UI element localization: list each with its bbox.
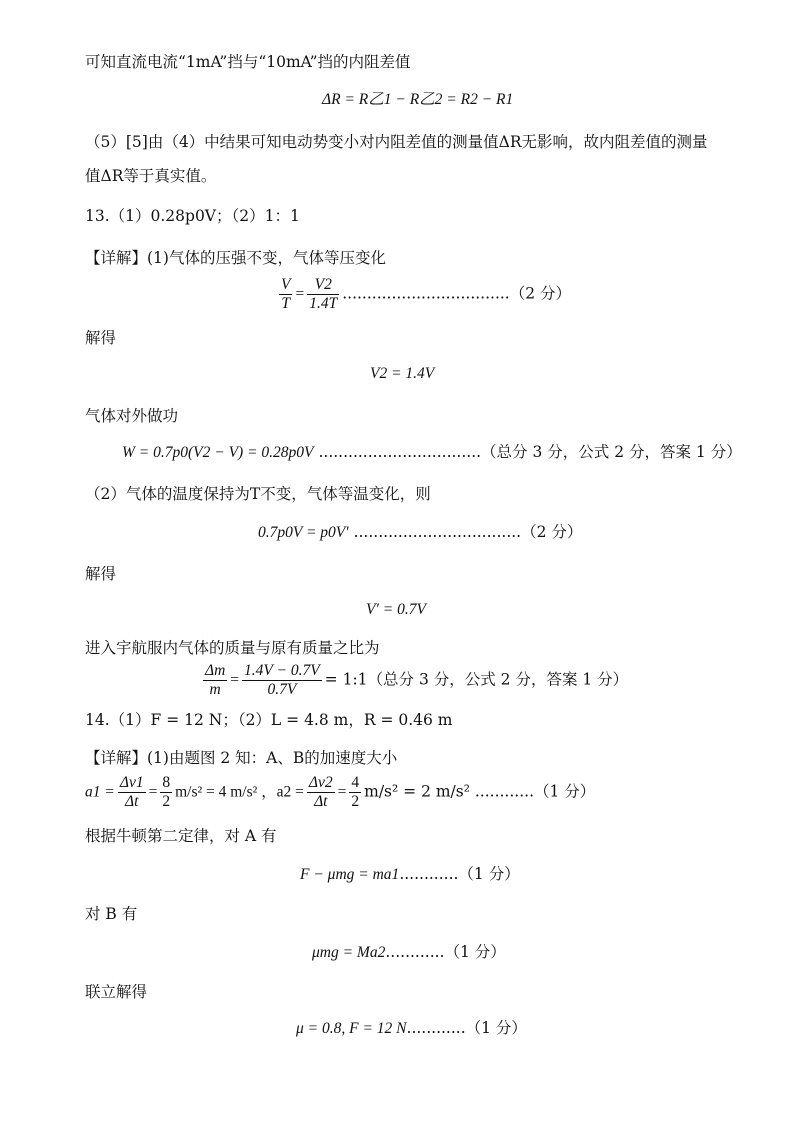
text-line: 根据牛顿第二定律，对 A 有: [85, 827, 277, 845]
fraction: $\frac{\Delta v1}{\Delta t}$: [119, 774, 144, 810]
text-line: 【详解】(1)由题图 2 知：A、B的加速度大小: [85, 749, 398, 767]
text-line: 对 B 有: [85, 905, 138, 923]
answer-line: 13.（1）0.28p0V；（2）1：1: [85, 207, 300, 225]
equation: F − μmg = ma1............（1 分）: [300, 865, 520, 883]
fraction: $\frac{\Delta m}{m}$: [205, 662, 226, 698]
text-line: 气体对外做功: [85, 407, 179, 425]
text-line: （5）[5]由（4）中结果可知电动势变小对内阻差值的测量值ΔR无影响，故内阻差值的测量: [85, 133, 708, 151]
equation: W = 0.7p0(V2 − V) = 0.28p0V .................................（总分 3 分，公式 2 分，答案 1 分）: [122, 443, 742, 461]
fraction: $\frac{V}{T}$: [281, 276, 291, 312]
equation: V2 = 1.4V: [370, 365, 435, 382]
fraction: $\frac{1.4V - 0.7V}{0.7V}$: [244, 662, 320, 698]
equation: V′ = 0.7V: [366, 601, 426, 618]
text-line: （2）气体的温度保持为T不变，气体等温变化，则: [85, 485, 431, 503]
answer-line: 14.（1）F = 12 N；（2）L = 4.8 m，R = 0.46 m: [85, 711, 453, 729]
equation: ΔR = R乙1 − R乙2 = R2 − R1: [322, 91, 514, 108]
fraction: $\frac{8}{2}$: [162, 774, 171, 810]
text-line: 解得: [85, 329, 117, 347]
fraction: $\frac{V2}{1.4T}$: [309, 276, 338, 312]
text-line: 解得: [85, 565, 117, 583]
text-line: 联立解得: [85, 983, 148, 1001]
equation: $\frac{\Delta m}{m}$ = $\frac{1.4V - 0.7V}{0.7V}$ = 1:1（总分 3 分，公式 2 分，答案 1 分）: [205, 662, 629, 698]
text-line: 进入宇航服内气体的质量与原有质量之比为: [85, 639, 380, 657]
fraction: $\frac{\Delta v2}{\Delta t}$: [308, 774, 333, 810]
fraction: $\frac{4}{2}$: [351, 774, 360, 810]
equation: a1 = $\frac{\Delta v1}{\Delta t}$ = $\frac{8}{2}$ m/s² = 4 m/s² ，a2 = $\frac{\Delta v2}{\Delta t}$ = $\frac{4}{2}$ m/s² = 2 m/s² ............（1 分）: [85, 774, 596, 810]
equation: $\frac{V}{T}$ = $\frac{V2}{1.4T}$ ..................................（2 分）: [281, 276, 572, 312]
equation: μmg = Ma2............（1 分）: [312, 943, 506, 961]
equation: μ = 0.8, F = 12 N............（1 分）: [296, 1019, 527, 1037]
text-line: 可知直流电流“1mA”挡与“10mA”挡的内阻差值: [85, 53, 411, 71]
text-line: 值ΔR等于真实值。: [85, 167, 217, 185]
text-line: 【详解】(1)气体的压强不变，气体等压变化: [85, 249, 386, 267]
equation: 0.7p0V = p0V′ ..................................（2 分）: [258, 523, 583, 541]
